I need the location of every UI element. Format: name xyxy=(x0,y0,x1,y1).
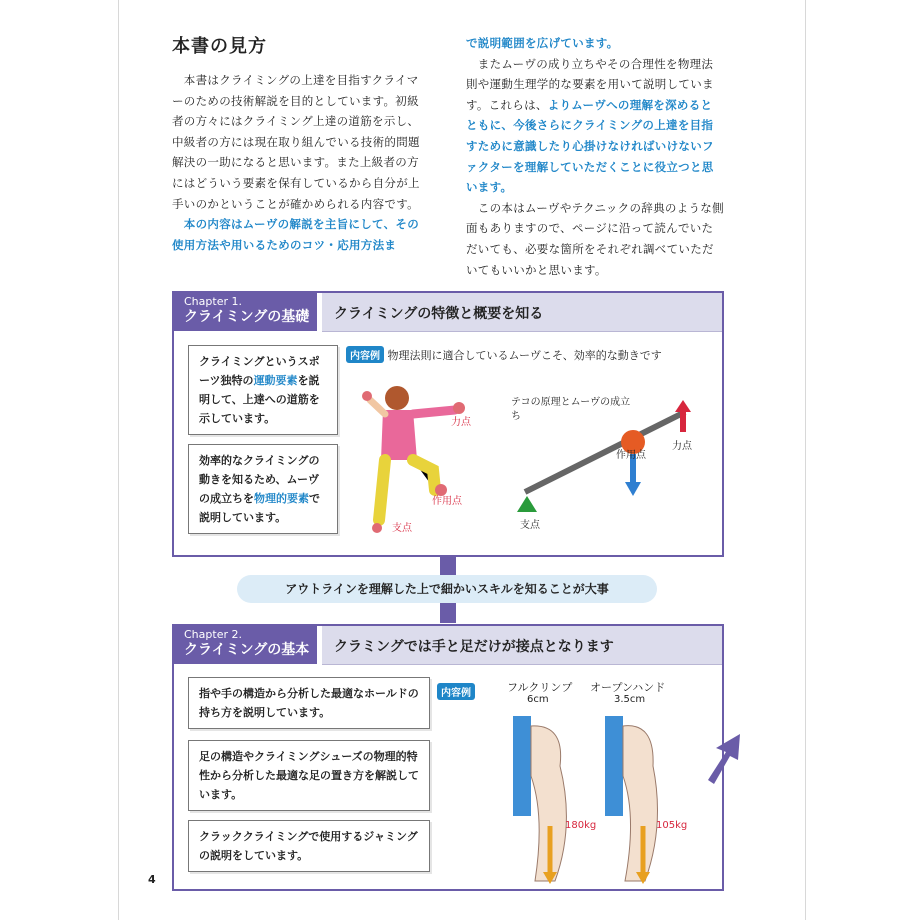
chapter2-name: クライミングの基本 xyxy=(184,642,310,658)
grip2-name: オープンハンド xyxy=(590,681,666,694)
lever-force-label: 力点 xyxy=(672,441,692,452)
label-action: 作用点 xyxy=(432,496,462,507)
chapter1-heading: クライミングの特徴と概要を知る xyxy=(334,306,544,322)
lever-diagram xyxy=(505,392,705,512)
lever-action-label: 作用点 xyxy=(616,450,646,461)
grip1-load: 180kg xyxy=(565,820,597,831)
intro-paragraph-2: 本の内容はムーヴの解説を主旨にして、その使用方法や用いるためのコツ・応用方法ま xyxy=(172,217,419,252)
chapter1-heading-bar xyxy=(322,293,722,332)
intro-right-column xyxy=(466,33,724,280)
page-number: 4 xyxy=(148,873,156,886)
climber-illustration xyxy=(355,380,475,540)
intro-paragraph-1: 本書はクライミングの上達を目指すクライマーのための技術解説を目的としています。初級者の方々にはクライミング上達の道筋を示し、中級者の方には現在取り組んでいる技術的問題解決の一助になると思います。また上級者の方にはどういう要素を保有しているから自分が上手いのかということが確かめられる内容です。 xyxy=(172,73,420,211)
outline-banner: アウトラインを理解した上で細かいスキルを知ることが大事 xyxy=(237,575,657,603)
intro-right-c: よりムーヴへの理解を深めるとともに、今後さらにクライミングの上達を目指すために意識したり心掛けなければいけないファクターを理解していただくことに役立つと思います。 xyxy=(466,97,714,195)
intro-right-b: またムーヴの成り立ちやその合理性を物理法則や運動生理学的な要素を用いて説明しています。これらは、 xyxy=(466,56,714,112)
chapter1-example xyxy=(346,346,662,363)
connector-arrow-2 xyxy=(440,603,456,623)
lever-fulcrum-label: 支点 xyxy=(520,520,540,531)
page-title: 本書の見方 xyxy=(172,36,267,57)
grip2-load: 105kg xyxy=(656,820,688,831)
label-fulcrum: 支点 xyxy=(392,523,412,534)
grip1-name: フルクリンプ xyxy=(507,681,573,694)
chapter1-box-1: クライミングというスポーツ独特の運動要素を説明して、上達への道筋を示しています。 xyxy=(188,345,338,435)
grip2-dist: 3.5cm xyxy=(614,694,646,705)
example-tag: 内容例 xyxy=(346,346,384,363)
chapter2-example-tag: 内容例 xyxy=(437,683,475,700)
intro-left-column xyxy=(172,70,430,255)
next-arrow-icon xyxy=(700,728,746,784)
grip1-dist: 6cm xyxy=(527,694,549,705)
chapter2-box-3: クラッククライミングで使用するジャミングの説明をしています。 xyxy=(188,820,430,872)
chapter2-chip xyxy=(174,626,317,664)
lever-caption: テコの原理とムーヴの成立ち xyxy=(511,397,631,422)
chapter2-heading: クラミングでは手と足だけが接点となります xyxy=(334,639,614,655)
chapter1-label: Chapter 1. xyxy=(184,295,242,308)
chapter2-heading-bar xyxy=(322,626,722,665)
label-force: 力点 xyxy=(451,417,471,428)
chapter1-name: クライミングの基礎 xyxy=(184,309,310,325)
grip-illustration xyxy=(505,706,695,886)
chapter2-box-1: 指や手の構造から分析した最適なホールドの持ち方を説明しています。 xyxy=(188,677,430,729)
chapter1-box-2: 効率的なクライミングの動きを知るため、ムーヴの成立ちを物理的要素で説明しています。 xyxy=(188,444,338,534)
intro-right-a: で説明範囲を広げています。 xyxy=(466,36,619,50)
intro-right-d: この本はムーヴやテクニックの辞典のような側面もありますので、ページに沿って読んでいただいても、必要な箇所をそれぞれ調べていただいてもいいかと思います。 xyxy=(466,200,724,277)
chapter1-chip xyxy=(174,293,317,331)
chapter2-box-2: 足の構造やクライミングシューズの物理的特性から分析した最適な足の置き方を解説しています。 xyxy=(188,740,430,811)
example-text: 物理法則に適合しているムーヴこそ、効率的な動きです xyxy=(387,349,662,362)
chapter2-label: Chapter 2. xyxy=(184,628,242,641)
